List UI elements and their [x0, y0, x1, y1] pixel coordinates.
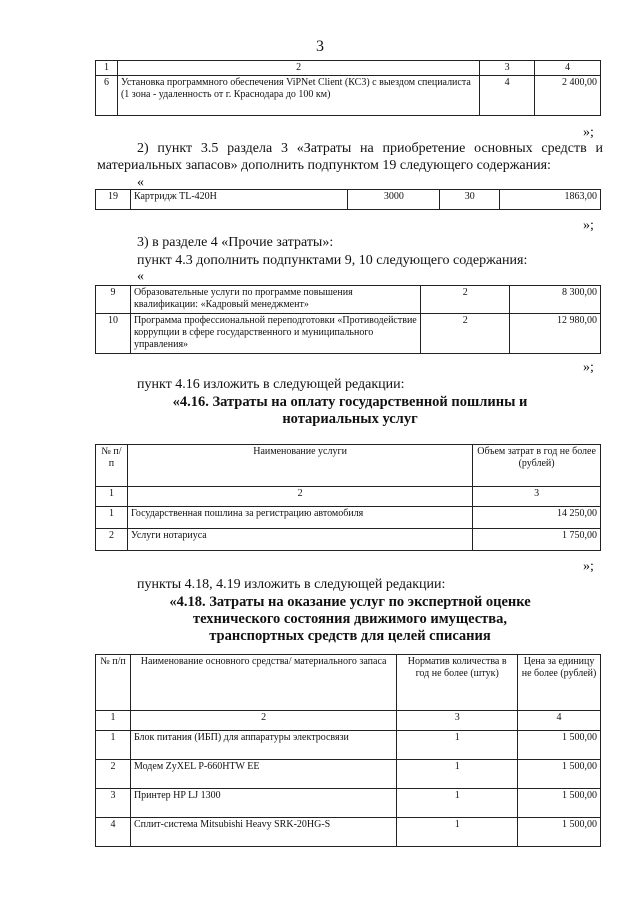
table-index-row: [96, 61, 601, 76]
table-row: [96, 314, 601, 354]
row-qty: 1: [397, 818, 518, 847]
quote-open: «: [137, 175, 144, 190]
index-cell: 1: [96, 711, 131, 731]
table-index-row: [96, 711, 601, 731]
table-row: [96, 190, 601, 210]
index-cell: 2: [127, 487, 472, 507]
index-cell: 3: [397, 711, 518, 731]
header-price: Цена за единицу не более (рублей): [518, 655, 601, 711]
row-price: 1863,00: [500, 190, 601, 210]
header-amount: Объем затрат в год не более (рублей): [473, 445, 601, 487]
row-qty: 1: [397, 760, 518, 789]
header-number: № п/п: [96, 445, 128, 487]
quote-close: »;: [583, 125, 594, 140]
row-number: 10: [96, 314, 131, 354]
row-number: 6: [96, 76, 118, 116]
row-number: 4: [96, 818, 131, 847]
table-row: [96, 731, 601, 760]
quote-open: «: [137, 269, 144, 284]
index-cell: 3: [480, 61, 535, 76]
row-name: Картридж TL-420H: [130, 190, 348, 210]
row-number: 1: [96, 731, 131, 760]
row-qty: 1: [397, 731, 518, 760]
row-price: 1 500,00: [518, 731, 601, 760]
row-price: 1 500,00: [518, 789, 601, 818]
row-name: Образовательные услуги по программе повышения квалификации: «Кадровый менеджмент»: [130, 286, 420, 314]
paragraph-3a: 3) в разделе 4 «Прочие затраты»:: [137, 235, 334, 250]
paragraph-2: 2) пункт 3.5 раздела 3 «Затраты на приобретение основных средств и материальных запасов» дополнить подпунктом 19 следующего содержания:: [97, 141, 603, 173]
row-price: 12 980,00: [510, 314, 601, 354]
row-qty: 4: [480, 76, 535, 116]
quote-close: »;: [583, 218, 594, 233]
row-qty: 30: [440, 190, 500, 210]
table-row: [96, 507, 601, 529]
row-qty: 3000: [348, 190, 440, 210]
row-name: Услуги нотариуса: [127, 529, 472, 551]
table-header-row: [96, 655, 601, 711]
row-number: 19: [96, 190, 131, 210]
table-row: [96, 76, 601, 116]
heading-416: «4.16. Затраты на оплату государственной пошлины и нотариальных услуг: [172, 394, 528, 427]
table-row: [96, 818, 601, 847]
row-price: 1 500,00: [518, 760, 601, 789]
row-number: 1: [96, 507, 128, 529]
row-name: Государственная пошлина за регистрацию автомобиля: [127, 507, 472, 529]
index-cell: 2: [117, 61, 479, 76]
table-index-row: [96, 487, 601, 507]
row-price: 8 300,00: [510, 286, 601, 314]
page-number: 3: [316, 38, 324, 55]
education-table: [95, 285, 601, 354]
row-price: 1 750,00: [473, 529, 601, 551]
table-row: [96, 789, 601, 818]
row-number: 2: [96, 529, 128, 551]
table-header-row: [96, 445, 601, 487]
row-name: Установка программного обеспечения ViPNet Client (КС3) с выездом специалиста (1 зона - удаленность от г. Краснодара до 100 км): [117, 76, 479, 116]
row-qty: 2: [421, 314, 510, 354]
quote-close: »;: [583, 360, 594, 375]
row-name: Блок питания (ИБП) для аппаратуры электросвязи: [130, 731, 396, 760]
continuation-table: [95, 60, 601, 116]
row-name: Модем ZyXEL P-660HTW EE: [130, 760, 396, 789]
index-cell: 3: [473, 487, 601, 507]
quote-close: »;: [583, 559, 594, 574]
table-418: [95, 654, 601, 847]
row-price: 1 500,00: [518, 818, 601, 847]
table-416: [95, 444, 601, 551]
row-price: 2 400,00: [535, 76, 601, 116]
header-number: № п/п: [96, 655, 131, 711]
row-qty: 1: [397, 789, 518, 818]
row-qty: 2: [421, 286, 510, 314]
heading-418: «4.18. Затраты на оказание услуг по экспертной оценке технического состояния движимого имущества, транспортных средств для целей списания: [169, 594, 531, 644]
table-row: [96, 529, 601, 551]
row-name: Принтер HP LJ 1300: [130, 789, 396, 818]
row-price: 14 250,00: [473, 507, 601, 529]
paragraph-3b: пункт 4.3 дополнить подпунктами 9, 10 следующего содержания:: [137, 253, 528, 268]
paragraph-416: пункт 4.16 изложить в следующей редакции:: [137, 377, 405, 392]
row-number: 2: [96, 760, 131, 789]
index-cell: 4: [535, 61, 601, 76]
row-number: 3: [96, 789, 131, 818]
header-name: Наименование основного средства/ материального запаса: [130, 655, 396, 711]
index-cell: 2: [130, 711, 396, 731]
table-row: [96, 760, 601, 789]
row-number: 9: [96, 286, 131, 314]
index-cell: 4: [518, 711, 601, 731]
header-quantity: Норматив количества в год не более (штук): [397, 655, 518, 711]
row-name: Сплит-система Mitsubishi Heavy SRK-20HG-S: [130, 818, 396, 847]
row-name: Программа профессиональной переподготовки «Противодействие коррупции в сфере государственного и муниципального управления»: [130, 314, 420, 354]
header-name: Наименование услуги: [127, 445, 472, 487]
index-cell: 1: [96, 61, 118, 76]
index-cell: 1: [96, 487, 128, 507]
cartridge-table: [95, 189, 601, 210]
table-row: [96, 286, 601, 314]
paragraph-418: пункты 4.18, 4.19 изложить в следующей редакции:: [137, 577, 446, 592]
